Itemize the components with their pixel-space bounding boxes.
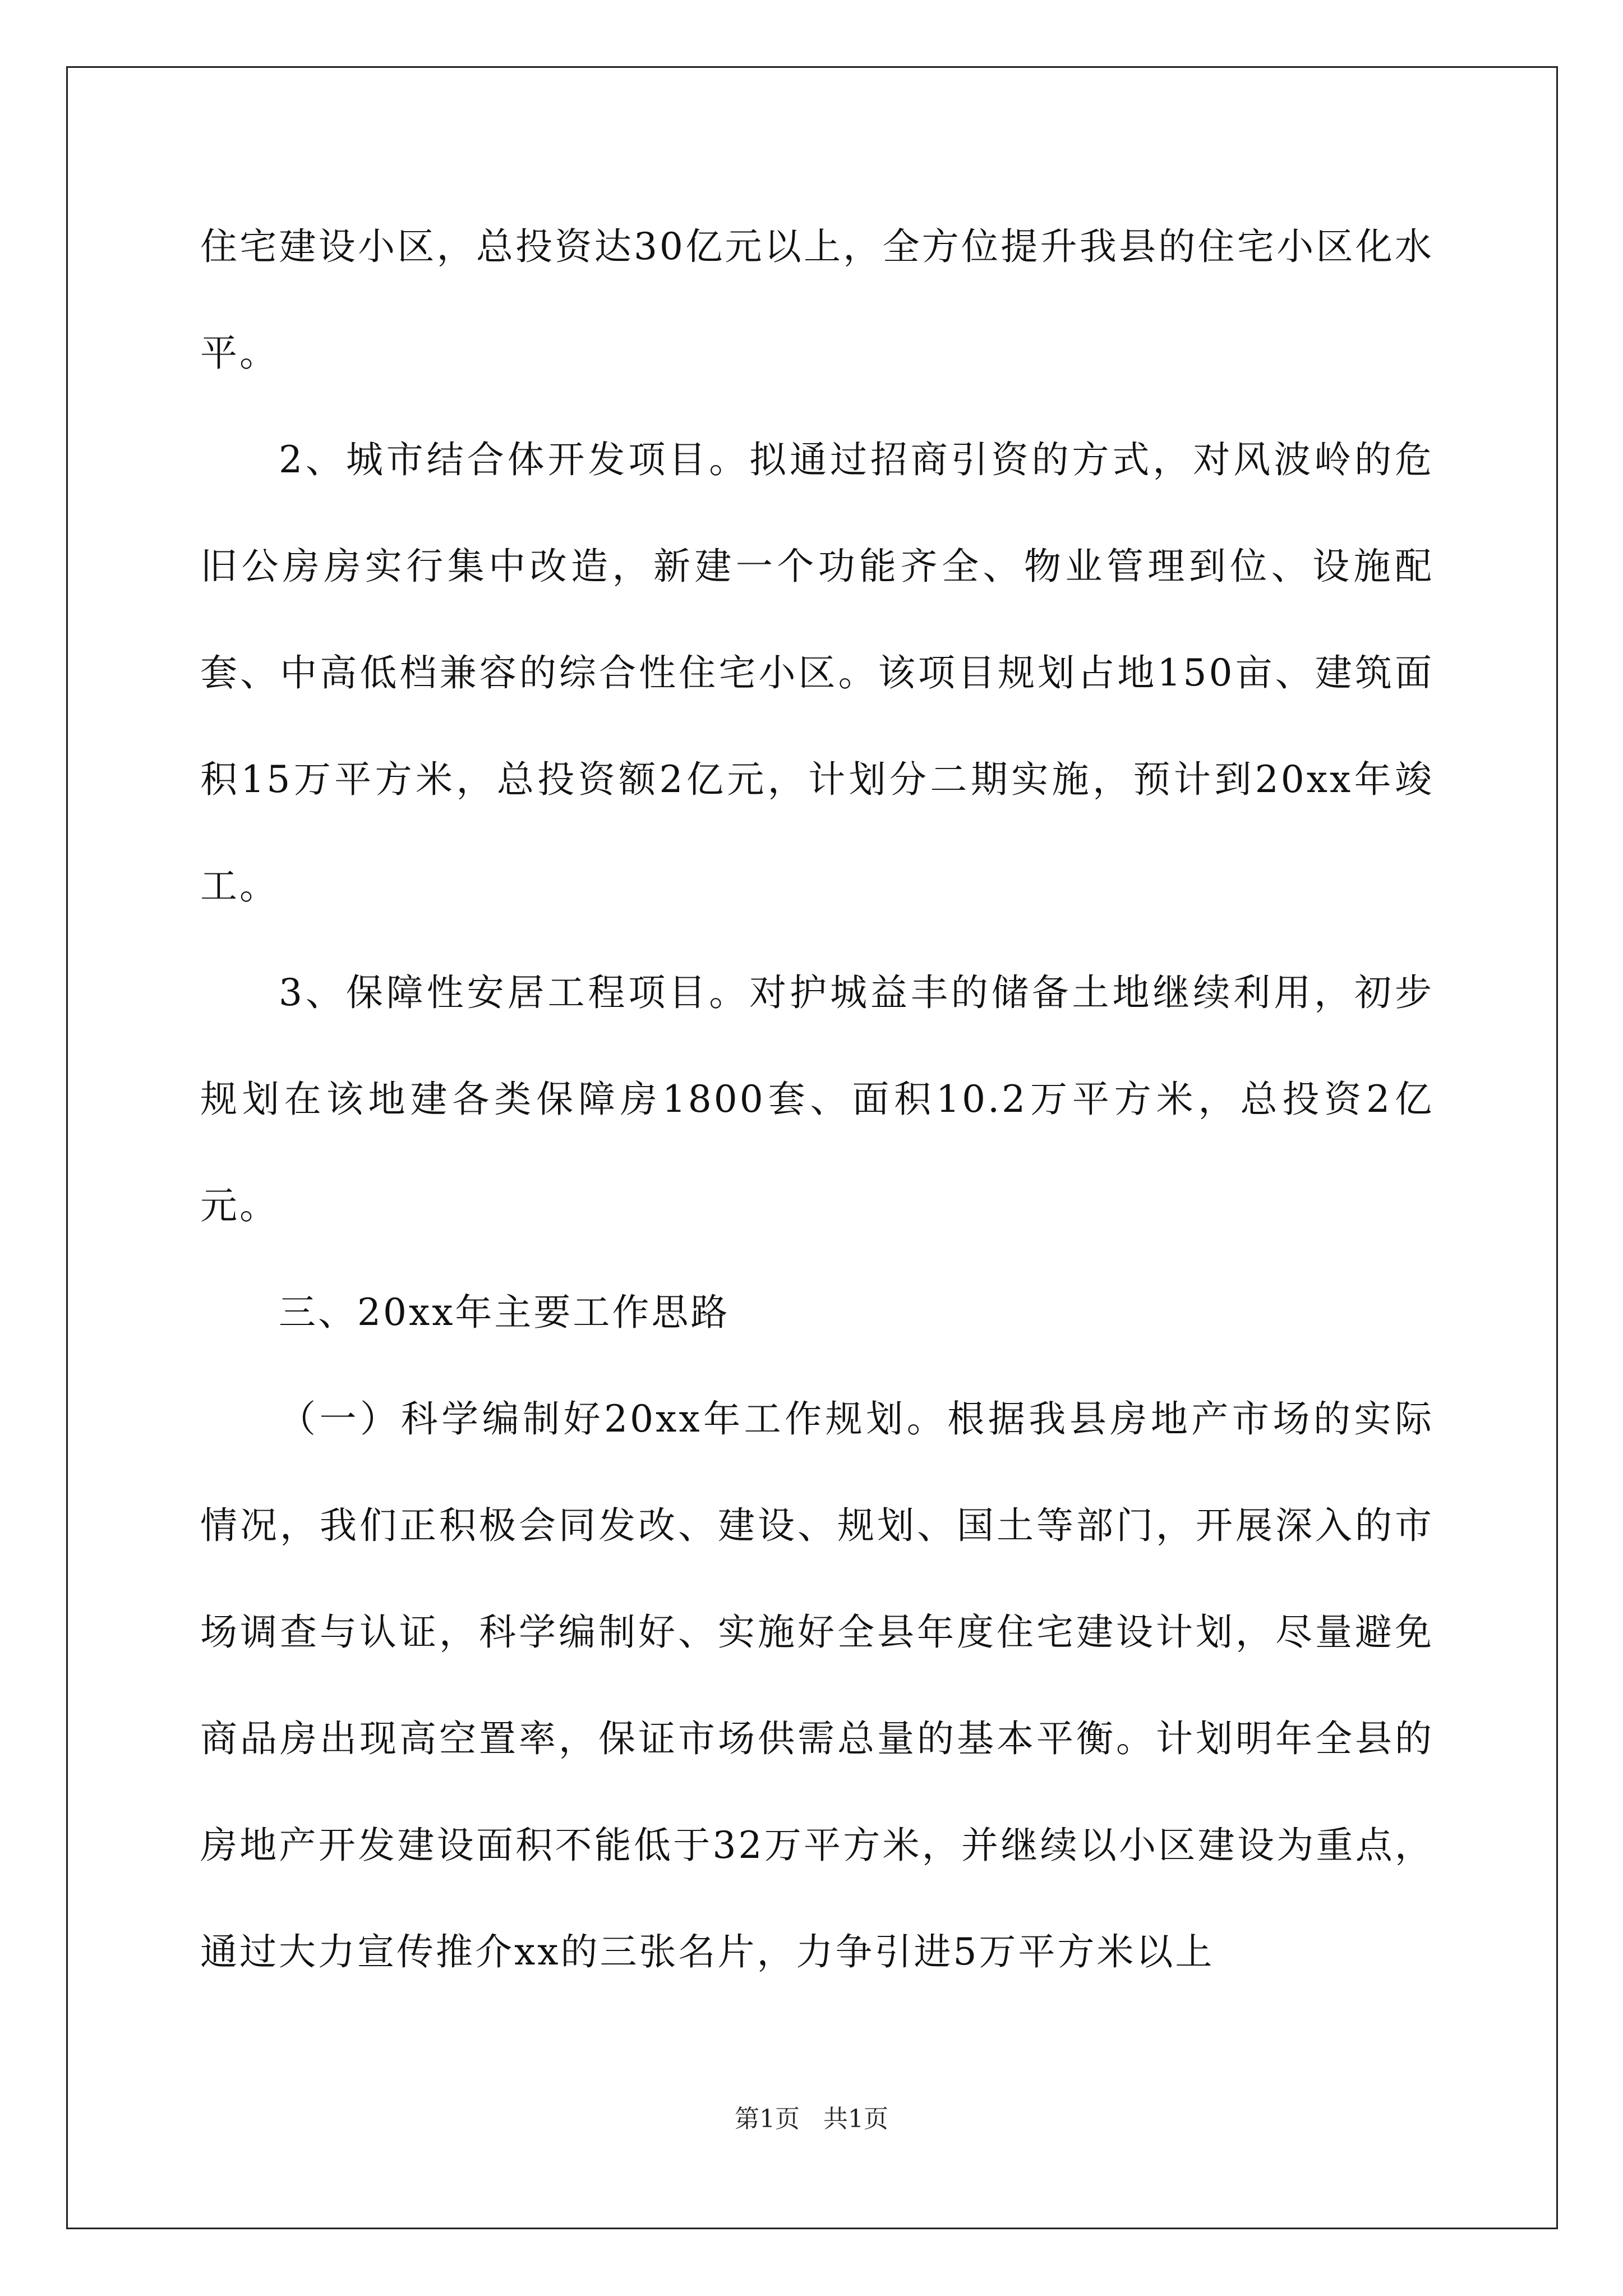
document-body [200,194,1434,2005]
section-heading: 三、20xx年主要工作思路 [279,1291,730,1334]
paragraph-subsection-1: （一）科学编制好20xx年工作规划。根据我县房地产市场的实际情况，我们正积极会同发改、建设、规划、国土等部门，开展深入的市场调查与认证，科学编制好、实施好全县年度住宅建设计划，尽量避免商品房出现高空置率，保证市场供需总量的基本平衡。计划明年全县的房地产开发建设面积不能低于32万平方米，并继续以小区建设为重点，通过大力宣传推介xx的三张名片，力争引进5万平方米以上 [200,1397,1434,1973]
paragraph-item-2: 2、城市结合体开发项目。拟通过招商引资的方式，对风波岭的危旧公房房实行集中改造，新建一个功能齐全、物业管理到位、设施配套、中高低档兼容的综合性住宅小区。该项目规划占地150亩、建筑面积15万平方米，总投资额2亿元，计划分二期实施，预计到20xx年竣工。 [200,438,1434,908]
paragraph-item-3: 3、保障性安居工程项目。对护城益丰的储备土地继续利用，初步规划在该地建各类保障房1800套、面积10.2万平方米，总投资2亿元。 [200,971,1434,1227]
paragraph-continuation: 住宅建设小区，总投资达30亿元以上，全方位提升我县的住宅小区化水平。 [200,225,1434,375]
page-footer: 第1页 共1页 [735,2105,888,2133]
